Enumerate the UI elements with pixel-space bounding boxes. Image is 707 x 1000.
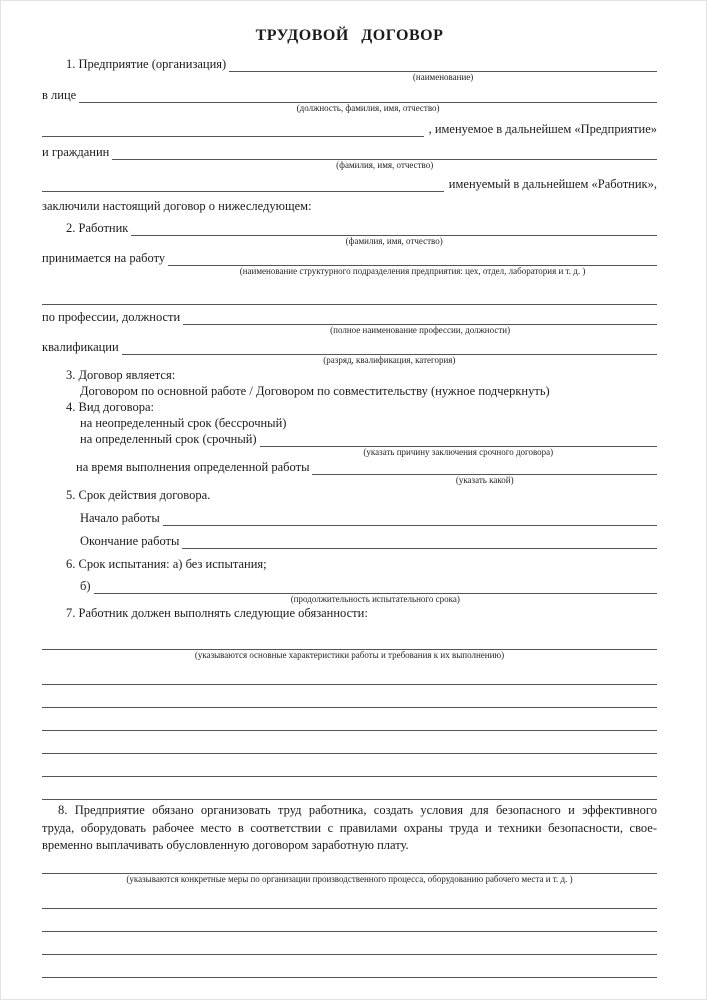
field-represented-by [42,87,657,113]
field-label: б) [80,579,91,593]
fill-in-line[interactable] [312,459,657,475]
item4-option-indefinite: на неопределенный срок (бессрочный) [80,416,287,430]
blank-line[interactable] [42,662,657,685]
blank-line[interactable] [42,685,657,708]
item8-caption: (указываются конкретные меры по организации производственного процесса, оборудованию рабочего места и т. д. ) [126,873,573,884]
field-label: принимается на работу [42,251,166,265]
fill-in-line[interactable] [122,339,657,355]
field-hired-to [42,250,657,276]
field-label: Начало работы [80,511,160,525]
item8-line: труда, оборудовать рабочее место в соответствии с правилами охраны труда и техники безопасности, свое- [42,820,657,835]
blank-line[interactable] [42,288,657,305]
blank-line[interactable] [42,754,657,777]
field-caption: (указать причину заключения срочного договора) [363,447,554,457]
blank-line[interactable] [42,909,657,932]
fill-in-line[interactable] [183,309,657,325]
item4-title: 4. Вид договора: [66,400,155,414]
item7-title: 7. Работник должен выполнять следующие обязанности: [66,606,368,620]
static-text: , именуемое в дальнейшем «Предприятие» [428,122,657,136]
fill-in-line[interactable] [182,533,657,549]
item3-option: Договором по основной работе / Договором по совместительству (нужное подчеркнуть) [80,384,550,398]
field-label: на определенный срок (срочный) [80,432,257,446]
field-label: 2. Работник [66,221,129,235]
field-caption: (фамилия, имя, отчество) [345,236,443,246]
fill-in-line[interactable] [112,144,657,160]
blank-line[interactable] [42,731,657,754]
field-probation-duration [42,578,657,604]
field-caption: (продолжительность испытательного срока) [290,594,460,604]
field-fixed-term [42,431,657,457]
field-label: на время выполнения определенной работы [76,460,310,474]
fill-in-line[interactable] [260,431,657,447]
item8-paragraph [42,802,657,855]
blank-line[interactable] [42,955,657,978]
fill-in-line[interactable] [168,250,657,266]
field-label: в лице [42,88,77,102]
field-profession [42,309,657,335]
field-hereinafter-enterprise [42,121,657,137]
field-specific-work [42,459,657,485]
fill-in-line[interactable] [42,121,424,137]
field-employee-name [42,220,657,246]
blank-line[interactable] [42,633,657,650]
field-caption: (должность, фамилия, имя, отчество) [296,103,440,113]
field-caption: (полное наименование профессии, должности) [330,325,511,335]
field-hereinafter-employee [42,176,657,192]
field-caption: (разряд, квалификация, категория) [323,355,456,365]
field-label: Окончание работы [80,534,180,548]
field-work-end [42,533,657,549]
static-text: именуемый в дальнейшем «Работник», [448,177,657,191]
page-title: ТРУДОВОЙ ДОГОВОР [255,27,444,44]
item3-title: 3. Договор является: [66,368,176,382]
item5-title: 5. Срок действия договора. [66,488,211,502]
item7-caption: (указываются основные характеристики работы и требования к их выполнению) [194,650,505,660]
field-label: по профессии, должности [42,310,181,324]
blank-line[interactable] [42,859,657,874]
fill-in-line[interactable] [131,220,657,236]
field-caption: (фамилия, имя, отчество) [336,160,434,170]
field-caption: (наименование) [412,72,474,82]
blank-line[interactable] [42,708,657,731]
fill-in-line[interactable] [94,578,657,594]
field-enterprise-name [42,56,657,82]
item6-title: 6. Срок испытания: а) без испытания; [66,557,267,571]
field-label: и гражданин [42,145,110,159]
fill-in-line[interactable] [229,56,657,72]
field-caption: (указать какой) [455,475,514,485]
item8-line: временно выплачивать обусловленную договором заработную плату. [42,838,409,852]
fill-in-line[interactable] [163,510,657,526]
field-qualification [42,339,657,365]
blank-line[interactable] [42,888,657,909]
blank-line[interactable] [42,777,657,800]
field-citizen-name [42,144,657,170]
field-label: квалификации [42,340,119,354]
field-caption: (наименование структурного подразделения предприятия: цех, отдел, лаборатория и т. д. ) [239,266,586,276]
field-label: 1. Предприятие (организация) [66,57,227,71]
item8-line: 8. Предприятие обязано организовать труд работника, создать условия для безопасного и эффективного [58,803,657,817]
concluded-statement: заключили настоящий договор о нижеследующем: [42,199,312,213]
fill-in-line[interactable] [42,176,444,192]
field-work-start [42,510,657,526]
fill-in-line[interactable] [79,87,657,103]
blank-line[interactable] [42,932,657,955]
